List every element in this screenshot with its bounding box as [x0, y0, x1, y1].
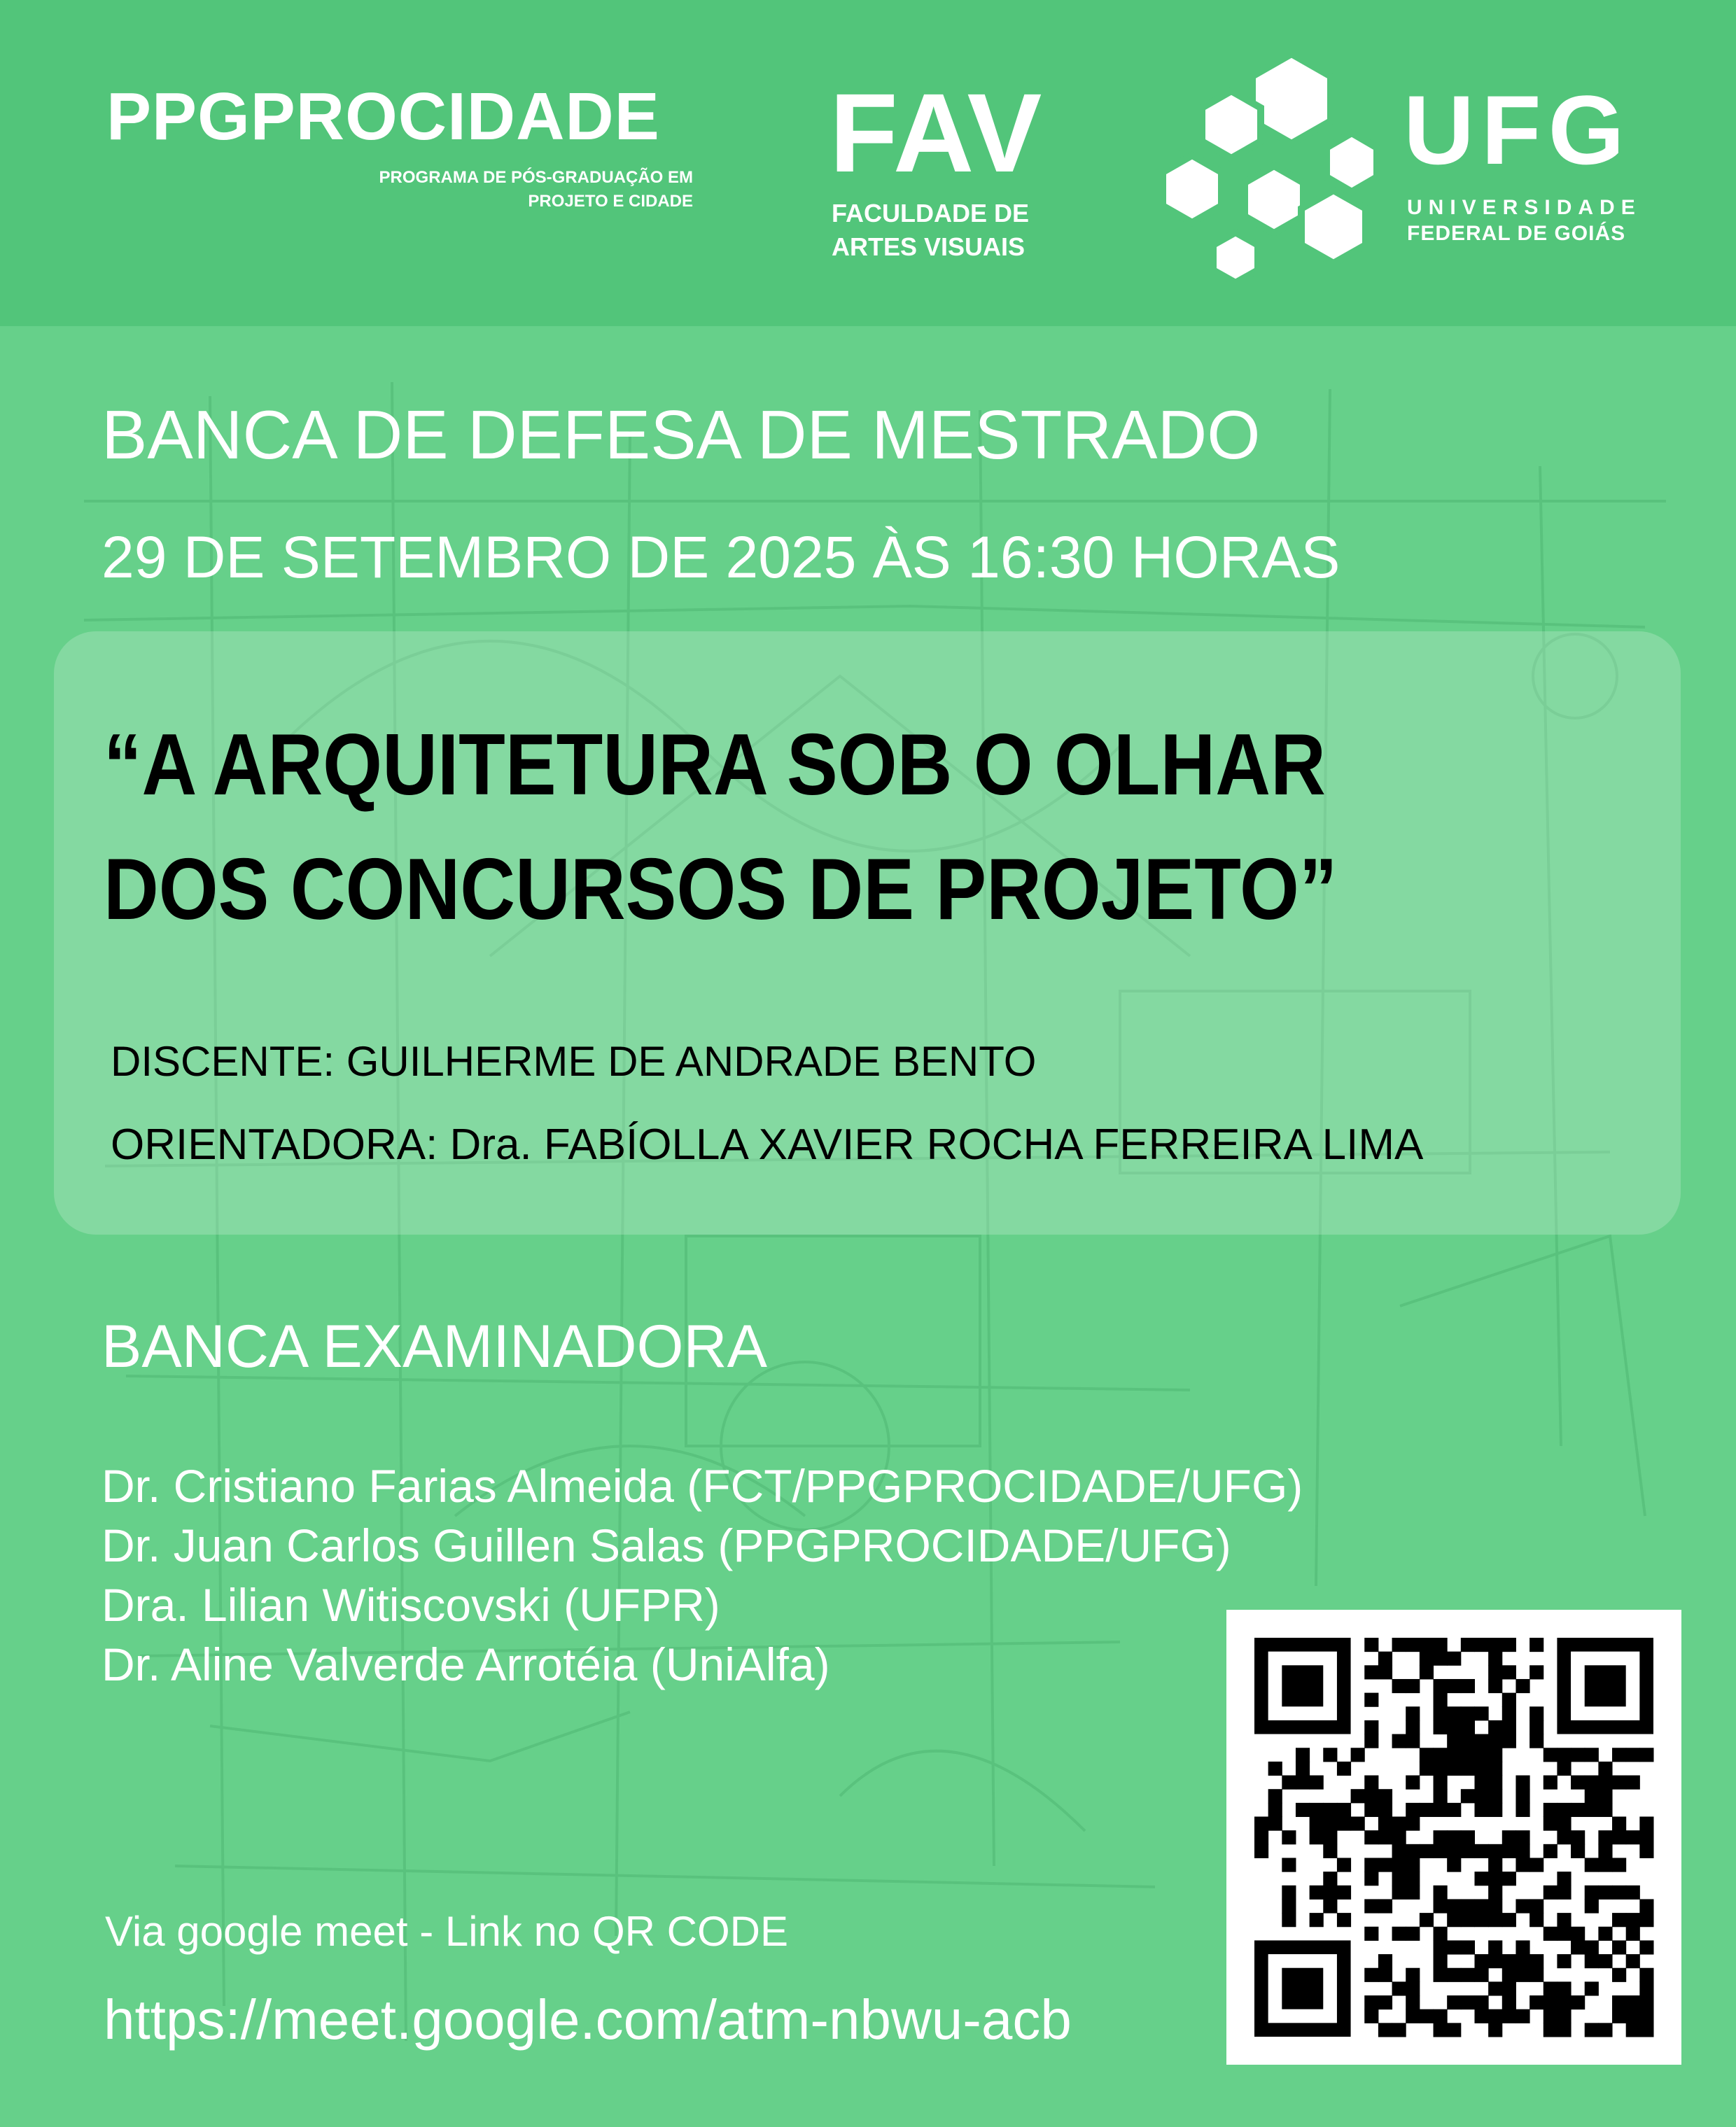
hexagon-cluster-icon	[1158, 50, 1382, 288]
qr-code-icon[interactable]	[1226, 1610, 1681, 2065]
ppgprocidade-subtitle-line2: PROJETO E CIDADE	[528, 192, 693, 211]
thesis-title-line2: DOS CONCURSOS DE PROJETO”	[104, 841, 1338, 938]
committee-member: Dra. Lilian Witiscovski (UFPR)	[102, 1579, 720, 1631]
thesis-title-line1: “A ARQUITETURA SOB O OLHAR	[104, 717, 1326, 813]
fav-subtitle-line1: FACULDADE DE	[832, 199, 1030, 227]
fav-subtitle-line2: ARTES VISUAIS	[832, 232, 1026, 261]
ppgprocidade-subtitle-line1: PROGRAMA DE PÓS-GRADUAÇÃO EM	[379, 168, 693, 187]
ufg-subtitle-line2: FEDERAL DE GOIÁS	[1407, 222, 1626, 245]
access-instructions: Via google meet - Link no QR CODE	[105, 1908, 789, 1955]
event-heading: BANCA DE DEFESA DE MESTRADO	[102, 396, 1261, 473]
committee-member: Dr. Cristiano Farias Almeida (FCT/PPGPROCIDADE/UFG)	[102, 1460, 1303, 1512]
committee-heading: BANCA EXAMINADORA	[102, 1313, 767, 1380]
meet-link[interactable]: https://meet.google.com/atm-nbwu-acb	[104, 1988, 1072, 2051]
committee-member: Dr. Juan Carlos Guillen Salas (PPGPROCIDADE/UFG)	[102, 1519, 1231, 1571]
committee-member: Dr. Aline Valverde Arrotéia (UniAlfa)	[102, 1638, 830, 1690]
student-name: DISCENTE: GUILHERME DE ANDRADE BENTO	[111, 1038, 1037, 1085]
event-datetime: 29 DE SETEMBRO DE 2025 ÀS 16:30 HORAS	[102, 524, 1340, 590]
ufg-subtitle-line1: UNIVERSIDADE	[1407, 196, 1642, 219]
fav-logo-name: FAV	[830, 70, 1044, 195]
advisor-name: ORIENTADORA: Dra. FABÍOLLA XAVIER ROCHA FERREIRA LIMA	[111, 1121, 1424, 1169]
qr-code-pattern	[1226, 1610, 1681, 2065]
ufg-logo-name: UFG	[1404, 75, 1632, 185]
ppgprocidade-logo-name: PPGPROCIDADE	[106, 79, 660, 154]
